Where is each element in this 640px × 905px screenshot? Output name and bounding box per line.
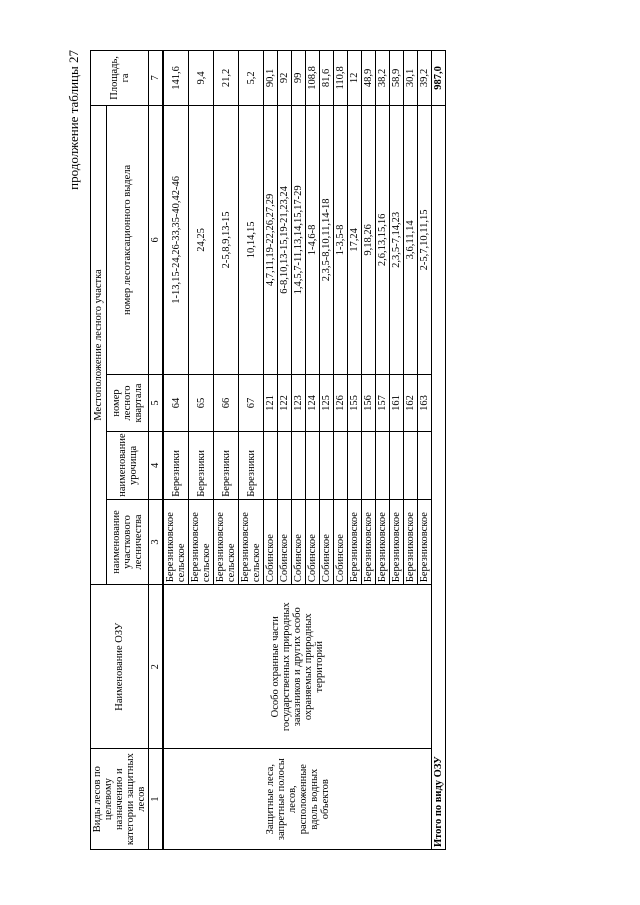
forestry-cell: Березниковское сельское: [214, 499, 239, 584]
plots-cell: 2,6,13,15,16: [376, 105, 390, 374]
forestry-cell: Собинское: [278, 499, 292, 584]
col-number: 1: [149, 749, 164, 850]
header-location-group: Местоположение лесного участка: [91, 105, 107, 584]
forestry-cell: Березниковское: [376, 499, 390, 584]
quarter-cell: 123: [292, 375, 306, 432]
quarter-cell: 126: [334, 375, 348, 432]
plots-cell: 1-3,5-8: [334, 105, 348, 374]
quarter-cell: 156: [362, 375, 376, 432]
tract-cell: [292, 431, 306, 499]
tract-cell: [306, 431, 320, 499]
plots-cell: 4,7,11,19-22,26,27,29: [264, 105, 278, 374]
col-number: 6: [149, 105, 164, 374]
col-number: 3: [149, 499, 164, 584]
area-cell: 110,8: [334, 51, 348, 106]
area-cell: 5,2: [239, 51, 264, 106]
area-cell: 12: [348, 51, 362, 106]
plots-cell: 2-5,8,9,13-15: [214, 105, 239, 374]
col-number: 7: [149, 51, 164, 106]
quarter-cell: 161: [390, 375, 404, 432]
table-row: [163, 51, 189, 850]
area-cell: 58,9: [390, 51, 404, 106]
area-cell: 9,4: [189, 51, 214, 106]
forest-type-cell: Защитные леса, запретные полосы лесов, расположенные вдоль водных объектов: [163, 749, 432, 850]
quarter-cell: 67: [239, 375, 264, 432]
plots-cell: 2,3,5-7,14,23: [390, 105, 404, 374]
area-cell: 99: [292, 51, 306, 106]
tract-cell: [362, 431, 376, 499]
tract-cell: [418, 431, 432, 499]
plots-cell: 1-13,15-24,26-33,35-40,42-46: [163, 105, 189, 374]
header-area: Площадь, га: [91, 51, 149, 106]
forestry-cell: Собинское: [264, 499, 278, 584]
total-row: [432, 51, 446, 850]
plots-cell: 9,18,26: [362, 105, 376, 374]
tract-cell: [390, 431, 404, 499]
plots-cell: 10,14,15: [239, 105, 264, 374]
ozu-name-cell: Особо охранные части государственных природных заказников и других особо охраняемых природных территорий: [163, 585, 432, 749]
area-cell: 30,1: [404, 51, 418, 106]
plots-cell: 24,25: [189, 105, 214, 374]
area-cell: 39,2: [418, 51, 432, 106]
forestry-cell: Собинское: [334, 499, 348, 584]
header-ozu-name: Наименование ОЗУ: [91, 585, 149, 749]
rotated-document-page: [66, 50, 460, 850]
forestry-cell: Березниковское: [362, 499, 376, 584]
area-cell: 48,9: [362, 51, 376, 106]
total-area: 987,0: [432, 51, 446, 106]
plots-cell: 2,3,5-8,10,11,14-18: [320, 105, 334, 374]
area-cell: 21,2: [214, 51, 239, 106]
area-cell: 141,6: [163, 51, 189, 106]
header-quarter: номер лесного квартала: [107, 375, 149, 432]
forestry-cell: Березниковское сельское: [163, 499, 189, 584]
quarter-cell: 122: [278, 375, 292, 432]
area-cell: 38,2: [376, 51, 390, 106]
col-number: 5: [149, 375, 164, 432]
forestry-cell: Березниковское: [348, 499, 362, 584]
tract-cell: [278, 431, 292, 499]
table-caption: продолжение таблицы 27: [66, 50, 81, 190]
forestry-cell: Березниковское: [404, 499, 418, 584]
forestry-cell: Березниковское: [390, 499, 404, 584]
plots-cell: 3,6,11,14: [404, 105, 418, 374]
forestry-cell: Собинское: [320, 499, 334, 584]
quarter-cell: 157: [376, 375, 390, 432]
tract-cell: [376, 431, 390, 499]
quarter-cell: 64: [163, 375, 189, 432]
plots-cell: 2-5,7,10,11,15: [418, 105, 432, 374]
forestry-cell: Березниковское сельское: [189, 499, 214, 584]
header-plots: номер лесотаксационного выдела: [107, 105, 149, 374]
area-cell: 90,1: [264, 51, 278, 106]
tract-cell: Березники: [214, 431, 239, 499]
forestry-cell: Собинское: [306, 499, 320, 584]
plots-cell: 6-8,10,13-15,19-21,23,24: [278, 105, 292, 374]
quarter-cell: 124: [306, 375, 320, 432]
quarter-cell: 163: [418, 375, 432, 432]
plots-cell: 1,4,5,7-11,13,14,15,17-29: [292, 105, 306, 374]
tract-cell: Березники: [163, 431, 189, 499]
header-tract: наименование урочища: [107, 431, 149, 499]
quarter-cell: 65: [189, 375, 214, 432]
col-number: 2: [149, 585, 164, 749]
tract-cell: [348, 431, 362, 499]
quarter-cell: 66: [214, 375, 239, 432]
plots-cell: 17,24: [348, 105, 362, 374]
area-cell: 81,6: [320, 51, 334, 106]
tract-cell: Березники: [189, 431, 214, 499]
tract-cell: [404, 431, 418, 499]
quarter-cell: 125: [320, 375, 334, 432]
tract-cell: [320, 431, 334, 499]
col-number: 4: [149, 431, 164, 499]
quarter-cell: 121: [264, 375, 278, 432]
forest-table: [90, 50, 446, 850]
forestry-cell: Березниковское: [418, 499, 432, 584]
area-cell: 108,8: [306, 51, 320, 106]
plots-cell: 1-4,6-8: [306, 105, 320, 374]
total-label: Итого по виду ОЗУ: [432, 105, 446, 849]
header-forestry: наименование участкового лесничества: [107, 499, 149, 584]
forestry-cell: Березниковское сельское: [239, 499, 264, 584]
tract-cell: [334, 431, 348, 499]
quarter-cell: 155: [348, 375, 362, 432]
forestry-cell: Собинское: [292, 499, 306, 584]
header-forest-type: Виды лесов по целевому назначению и категории защитных лесов: [91, 749, 149, 850]
tract-cell: Березники: [239, 431, 264, 499]
tract-cell: [264, 431, 278, 499]
quarter-cell: 162: [404, 375, 418, 432]
area-cell: 92: [278, 51, 292, 106]
